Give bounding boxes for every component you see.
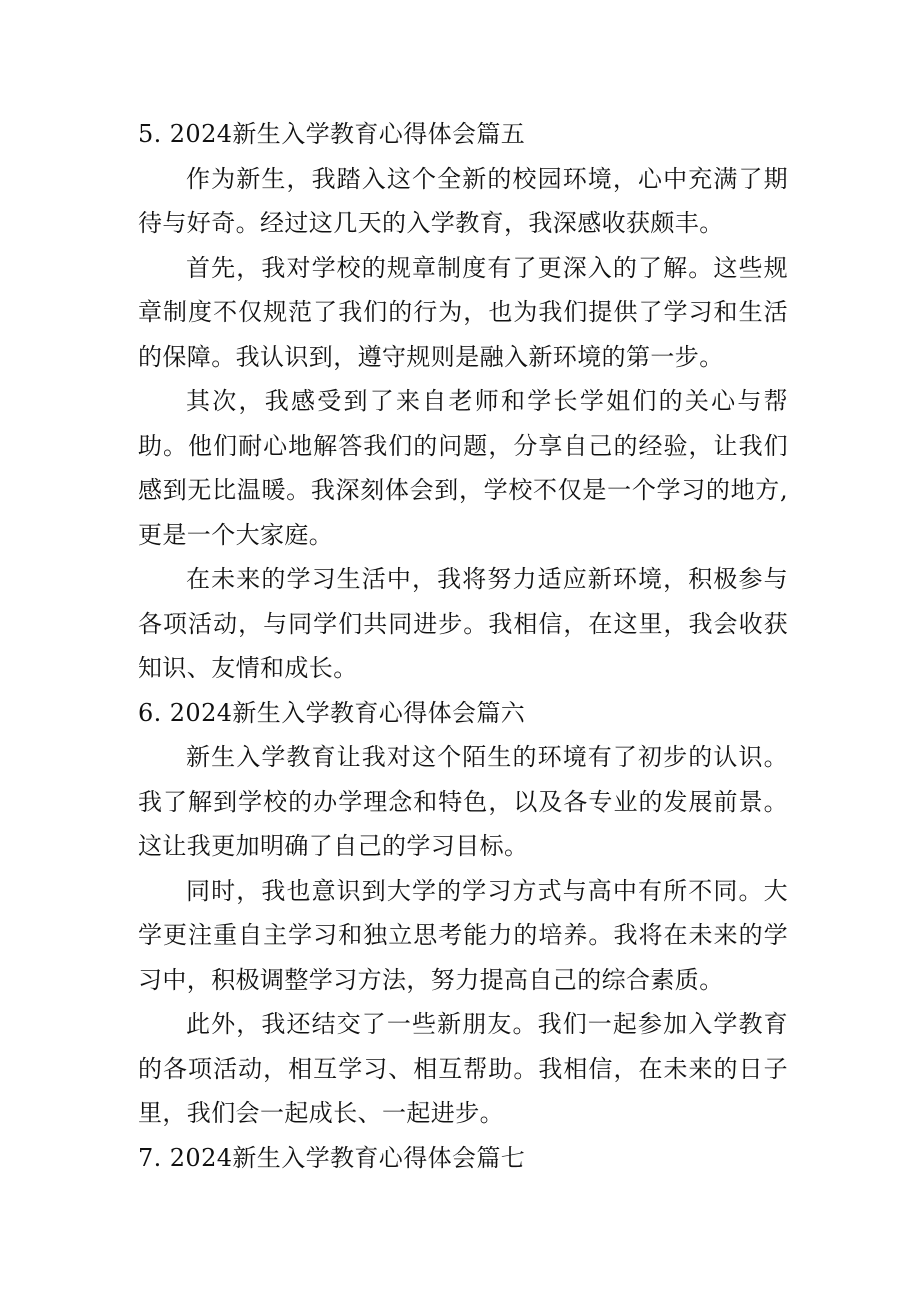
section-5-title: 5. 2024新生入学教育心得体会篇五	[138, 120, 526, 148]
section-5-paragraph-3: 其次，我感受到了来自老师和学长学姐们的关心与帮助。他们耐心地解答我们的问题，分享自己的经验，让我们感到无比温暖。我深刻体会到，学校不仅是一个学习的地方,更是一个大家庭。	[138, 387, 788, 549]
section-6-title: 6. 2024新生入学教育心得体会篇六	[138, 698, 526, 727]
section-6-paragraph-1: 新生入学教育让我对这个陌生的环境有了初步的认识。我了解到学校的办学理念和特色，以及各专业的发展前景。这让我更加明确了自己的学习目标。	[138, 743, 788, 860]
document-body	[138, 112, 788, 1180]
section-6-paragraph-2: 同时，我也意识到大学的学习方式与高中有所不同。大学更注重自主学习和独立思考能力的培养。我将在未来的学习中，积极调整学习方法，努力提高自己的综合素质。	[138, 876, 788, 994]
section-6-paragraph-3: 此外，我还结交了一些新朋友。我们一起参加入学教育的各项活动，相互学习、相互帮助。我相信，在未来的日子里，我们会一起成长、一起进步。	[138, 1010, 788, 1127]
section-5-paragraph-2: 首先，我对学校的规章制度有了更深入的了解。这些规章制度不仅规范了我们的行为，也为我们提供了学习和生活的保障。我认识到，遵守规则是融入新环境的第一步。	[138, 253, 788, 371]
section-5-paragraph-4: 在未来的学习生活中，我将努力适应新环境，积极参与各项活动，与同学们共同进步。我相信，在这里，我会收获知识、友情和成长。	[138, 565, 788, 682]
section-7-title: 7. 2024新生入学教育心得体会篇七	[138, 1143, 526, 1172]
section-5-paragraph-1: 作为新生，我踏入这个全新的校园环境，心中充满了期待与好奇。经过这几天的入学教育，我深感收获颇丰。	[138, 164, 788, 237]
